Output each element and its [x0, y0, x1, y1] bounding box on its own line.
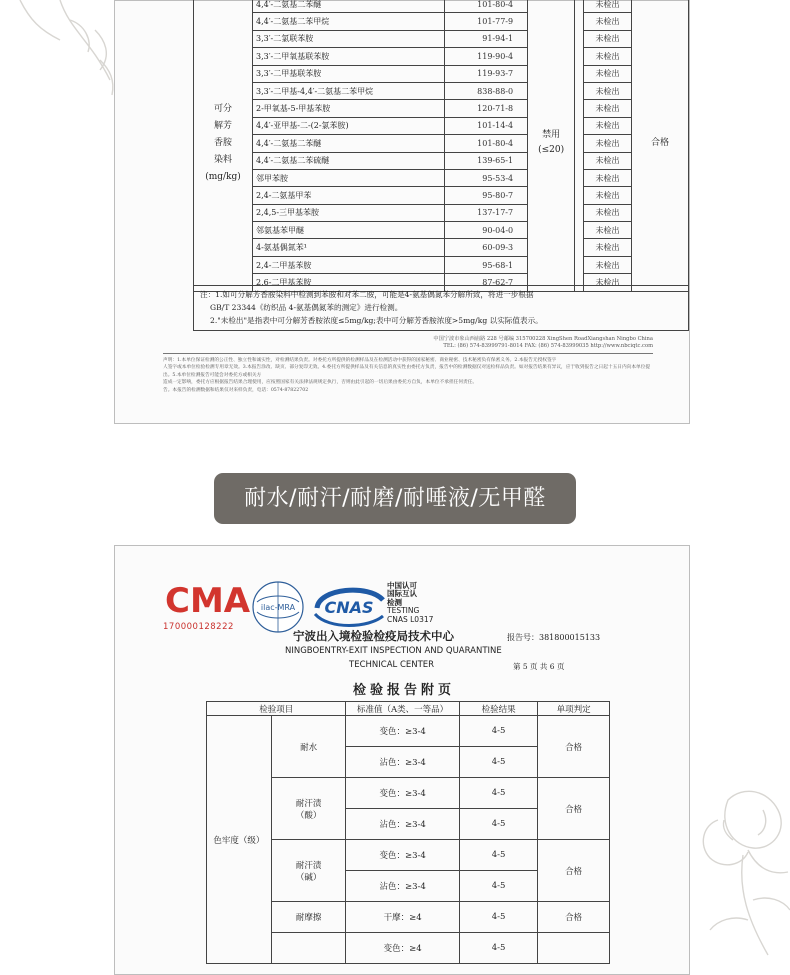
table-header-row	[207, 702, 610, 716]
amine-row	[194, 13, 689, 30]
category-label-line: (mg/kg)	[205, 171, 241, 182]
cma-number: 170000128222	[163, 622, 234, 632]
amine-name: 4,4′-二氨基二苯醚	[253, 0, 445, 13]
test-item-name	[271, 716, 346, 778]
report-sheet-colour-fastness	[114, 545, 690, 975]
report-sheet-aromatic-amines	[114, 0, 690, 424]
standard-value: 沾色：≥3-4	[346, 747, 459, 778]
note-line: 2."未检出"是指表中可分解芳香胺浓度≤5mg/kg;表中可分解芳香胺浓度>5mg/kg 以实际值表示。	[210, 316, 543, 325]
table-notes	[193, 285, 689, 331]
colour-fastness-table	[206, 701, 610, 964]
ilac-mra-logo	[251, 580, 305, 634]
test-result: 未检出	[584, 48, 632, 65]
cas-number: 139-65-1	[444, 152, 527, 169]
amine-name: 2,4,5-三甲基苯胺	[253, 204, 445, 221]
fine-print-line: 人签字或本单位检验检测专用章无效。3.本报告涂改、缺页、部分复印无效。4.委托方所提供样品及有关信息的真实性由委托方负责，报告中的检测数据仅对送检样品负责。如对报告结果有异议，应于收到报告之日起十五日内向本单位提出。5.本单位检测报告可能会对委托方或相关方	[163, 365, 651, 378]
test-result: 未检出	[584, 152, 632, 169]
amine-name: 3,3′-二甲氧基联苯胺	[253, 48, 445, 65]
cas-number: 87-62-7	[444, 274, 527, 291]
test-result: 4-5	[459, 933, 538, 964]
test-result: 未检出	[584, 169, 632, 186]
test-result: 4-5	[459, 902, 538, 933]
address-line: 中国宁波市象山西庙路 228 号邮编 315700228 XingShen RoadXiangshan Ningbo China	[433, 336, 653, 342]
spacer-cell	[575, 0, 584, 291]
category-label-line: 染料	[213, 154, 232, 165]
amine-row	[194, 169, 689, 186]
cnas-accreditation-text	[387, 582, 433, 624]
amine-name: 3,3′-二甲基-4,4′-二氨基二苯甲烷	[253, 82, 445, 99]
aromatic-amines-table	[193, 0, 689, 292]
cas-number: 95-53-4	[444, 169, 527, 186]
cnas-line: 国际互认	[387, 589, 417, 599]
cas-number: 101-14-4	[444, 117, 527, 134]
cas-number: 101-77-9	[444, 13, 527, 30]
amine-name: 4,4′-二氨基二苯甲烷	[253, 13, 445, 30]
test-item-name	[271, 778, 346, 840]
test-result: 未检出	[584, 239, 632, 256]
report-number: 报告号：381800015133	[507, 633, 601, 642]
organization-name-en: NINGBOENTRY-EXIT INSPECTION AND QUARANTINE	[285, 646, 502, 656]
cas-number: 119-90-4	[444, 48, 527, 65]
organization-name-en-line2: TECHNICAL CENTER	[349, 660, 435, 670]
amine-row	[194, 117, 689, 134]
divider	[163, 353, 653, 354]
cnas-line: 检测	[387, 597, 402, 607]
test-result: 未检出	[584, 204, 632, 221]
category-cell	[194, 0, 253, 291]
cas-number: 838-88-0	[444, 82, 527, 99]
test-result: 4-5	[459, 747, 538, 778]
test-item-name	[271, 902, 346, 933]
cma-logo	[163, 580, 251, 621]
amine-name: 4-氨基偶氮苯¹	[253, 239, 445, 256]
amine-row	[194, 256, 689, 273]
fine-print-line: 声明：1.本单位保证检测的公正性、独立性和诚实性，对检测结果负责。对委托方所提供的检测样品及在检测活动中获得的国家秘密、商业秘密、技术秘密负有保密义务。2.本报告无授权签字	[163, 358, 557, 363]
header-standard: 标准值（A类、一等品）	[346, 702, 459, 716]
group-label: 色牢度（级）	[207, 716, 272, 964]
cas-number: 137-17-7	[444, 204, 527, 221]
test-result: 未检出	[584, 0, 632, 13]
page-number: 第 5 页 共 6 页	[513, 662, 565, 671]
header-verdict: 单项判定	[538, 702, 610, 716]
cotton-sketch-decoration	[0, 0, 120, 150]
note-line: GB/T 23344《纺织品 4-氨基偶氮苯的测定》进行检测。	[210, 303, 403, 312]
cas-number: 91-94-1	[444, 30, 527, 47]
limit-label: 禁用	[542, 130, 561, 141]
test-item-line: 耐水	[300, 742, 318, 753]
item-verdict: 合格	[538, 716, 610, 778]
header-result: 检验结果	[459, 702, 538, 716]
standard-value: 变色：≥3-4	[346, 778, 459, 809]
standard-value: 干摩：≥4	[346, 902, 459, 933]
test-result: 4-5	[459, 716, 538, 747]
cotton-flower-decoration	[688, 780, 790, 960]
amine-name: 4,4′-二氨基二苯硫醚	[253, 152, 445, 169]
cnas-line: TESTING	[387, 606, 420, 616]
test-result: 4-5	[459, 871, 538, 902]
limit-value: (≤20)	[538, 145, 565, 156]
amine-row	[194, 0, 689, 13]
cas-number: 101-80-4	[444, 0, 527, 13]
item-verdict: 合格	[538, 902, 610, 933]
amine-row	[194, 30, 689, 47]
amine-name: 3,3′-二氯联苯胺	[253, 30, 445, 47]
test-result: 4-5	[459, 809, 538, 840]
fine-print-line: 造成一定影响，委托方应根据报告结果合理使用，应按照国家有关法律法规规定执行，否则由此引起的一切后果由委托方自负，本单位不承担任何责任。	[163, 380, 478, 386]
test-result: 未检出	[584, 274, 632, 291]
cnas-logo	[309, 580, 389, 632]
category-label-line: 可分	[213, 103, 232, 114]
item-verdict: 合格	[538, 778, 610, 840]
category-label-line: 香胺	[213, 137, 232, 148]
cas-number: 120-71-8	[444, 100, 527, 117]
cnas-line: CNAS L0317	[387, 614, 434, 624]
amine-row	[194, 187, 689, 204]
test-result: 未检出	[584, 100, 632, 117]
standard-value: 变色：≥3-4	[346, 840, 459, 871]
test-result: 未检出	[584, 222, 632, 239]
test-item-line: （酸）	[295, 810, 322, 821]
organization-name-cn: 宁波出入境检验检疫局技术中心	[293, 629, 454, 643]
amine-row	[194, 48, 689, 65]
standard-value: 沾色：≥3-4	[346, 871, 459, 902]
cnas-line: 中国认可	[387, 581, 417, 590]
test-item-name	[271, 933, 346, 964]
item-verdict: 合格	[538, 840, 610, 902]
test-result: 未检出	[584, 13, 632, 30]
document-title: 检验报告附页	[353, 683, 456, 698]
amine-row	[194, 82, 689, 99]
cas-number: 119-93-7	[444, 65, 527, 82]
test-item-line: 耐汗渍	[295, 860, 322, 871]
svg-text:CNAS: CNAS	[324, 598, 374, 617]
cas-number: 90-04-0	[444, 222, 527, 239]
amine-name: 邻氨基苯甲醚	[253, 222, 445, 239]
amine-name: 4,4′-二氨基二苯醚	[253, 135, 445, 152]
test-item-line: （碱）	[295, 872, 322, 883]
amine-name: 2,6-二甲基苯胺	[253, 274, 445, 291]
contact-line: TEL: (86) 574-83999791-8014 FAX: (86) 574-83999035 http://www.nbciqtc.com	[443, 343, 653, 349]
cas-number: 101-80-4	[444, 135, 527, 152]
overall-verdict: 合格	[632, 0, 689, 291]
amine-row	[194, 135, 689, 152]
test-item-line: 耐摩擦	[295, 913, 322, 923]
amine-name: 3,3′-二甲基联苯胺	[253, 65, 445, 82]
note-line: 注：1.如可分解芳香胺染料中检测到苯胺和对苯二胺，可能是4-氨基偶氮苯分解所致，将进一步根据	[200, 290, 534, 299]
standard-value: 变色：≥4	[346, 933, 459, 964]
feature-banner: 耐水/耐汗/耐磨/耐唾液/无甲醛	[214, 473, 576, 524]
amine-row	[194, 152, 689, 169]
cas-number: 95-68-1	[444, 256, 527, 273]
test-result: 未检出	[584, 135, 632, 152]
lab-address	[163, 336, 653, 350]
test-item-name	[271, 840, 346, 902]
disclaimer-fine-print	[163, 357, 653, 394]
amine-row	[194, 100, 689, 117]
standard-value: 变色：≥3-4	[346, 716, 459, 747]
amine-row	[194, 222, 689, 239]
fine-print-line: 告。本报告的检测数据和结果仅对来样负责，电话：0574-87822702	[163, 387, 309, 393]
item-verdict	[538, 933, 610, 964]
test-result: 未检出	[584, 65, 632, 82]
amine-name: 邻甲苯胺	[253, 169, 445, 186]
amine-name: 4,4′-亚甲基-二-(2-氯苯胺)	[253, 117, 445, 134]
amine-name: 2,4-二甲基苯胺	[253, 256, 445, 273]
amine-row	[194, 239, 689, 256]
test-result: 未检出	[584, 117, 632, 134]
category-label-line: 解芳	[213, 120, 232, 131]
test-result: 未检出	[584, 30, 632, 47]
limit-cell	[528, 0, 575, 291]
svg-text:ilac-MRA: ilac-MRA	[260, 603, 296, 612]
fastness-row	[207, 716, 610, 747]
amine-name: 2,4-二氨基甲苯	[253, 187, 445, 204]
test-result: 4-5	[459, 840, 538, 871]
test-result: 4-5	[459, 778, 538, 809]
cas-number: 60-09-3	[444, 239, 527, 256]
cas-number: 95-80-7	[444, 187, 527, 204]
test-item-line: 耐汗渍	[295, 798, 322, 809]
test-result: 未检出	[584, 82, 632, 99]
standard-value: 沾色：≥3-4	[346, 809, 459, 840]
test-result: 未检出	[584, 256, 632, 273]
test-result: 未检出	[584, 187, 632, 204]
amine-row	[194, 65, 689, 82]
amine-row	[194, 204, 689, 221]
amine-name: 2-甲氧基-5-甲基苯胺	[253, 100, 445, 117]
header-item: 检验项目	[207, 702, 346, 716]
svg-text:CMA: CMA	[165, 581, 251, 621]
